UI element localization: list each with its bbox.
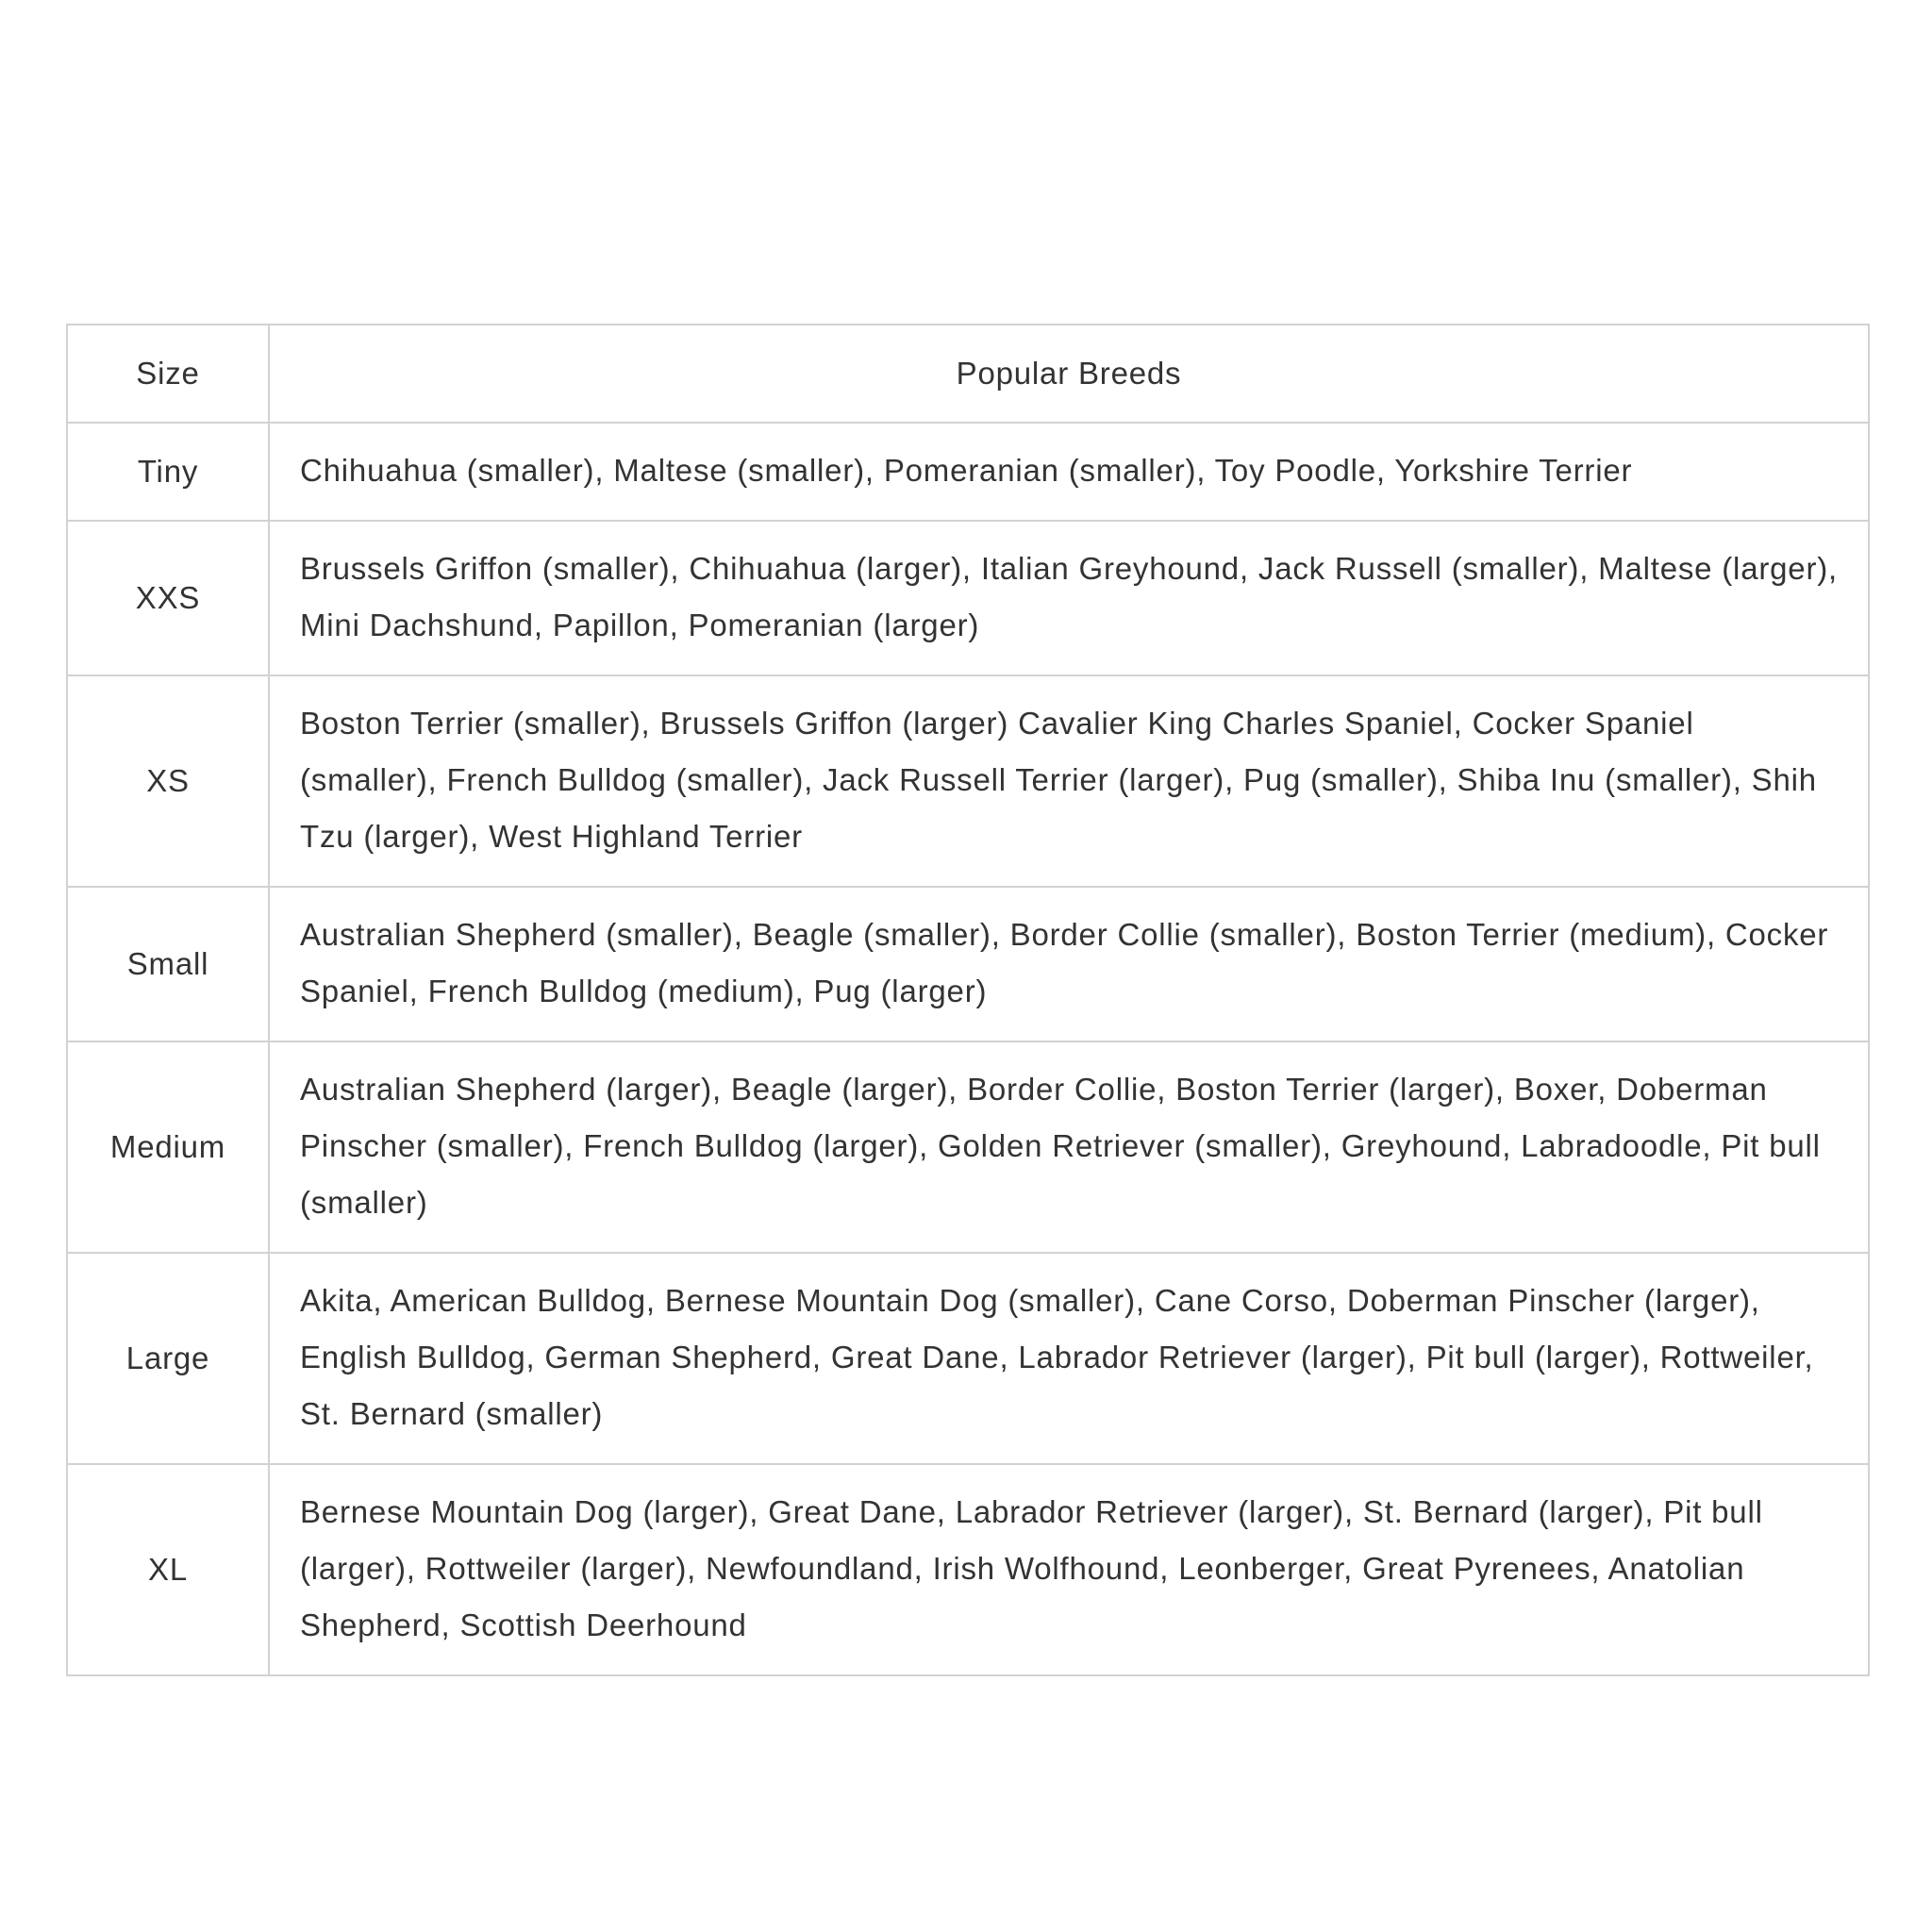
size-cell: Large [67, 1253, 269, 1464]
table-row [67, 675, 1869, 887]
size-cell: XL [67, 1464, 269, 1675]
size-cell: Small [67, 887, 269, 1041]
table-row [67, 521, 1869, 675]
table-row [67, 423, 1869, 521]
table-header-row [67, 325, 1869, 423]
header-popular-breeds: Popular Breeds [269, 325, 1869, 423]
size-cell: XXS [67, 521, 269, 675]
breeds-cell: Brussels Griffon (smaller), Chihuahua (larger), Italian Greyhound, Jack Russell (smaller), Maltese (larger), Mini Dachshund, Papillon, Pomeranian (larger) [269, 521, 1869, 675]
table-row [67, 1041, 1869, 1253]
size-cell: XS [67, 675, 269, 887]
size-cell: Tiny [67, 423, 269, 521]
breeds-cell: Chihuahua (smaller), Maltese (smaller), Pomeranian (smaller), Toy Poodle, Yorkshire Terrier [269, 423, 1869, 521]
table-row [67, 887, 1869, 1041]
dog-size-breeds-table [66, 324, 1870, 1676]
breeds-cell: Bernese Mountain Dog (larger), Great Dane, Labrador Retriever (larger), St. Bernard (larger), Pit bull (larger), Rottweiler (larger), Newfoundland, Irish Wolfhound, Leonberger, Great Pyrenees, Anatolian Shepherd, Scottish Deerhound [269, 1464, 1869, 1675]
breeds-cell: Australian Shepherd (smaller), Beagle (smaller), Border Collie (smaller), Boston Terrier (medium), Cocker Spaniel, French Bulldog (medium), Pug (larger) [269, 887, 1869, 1041]
size-cell: Medium [67, 1041, 269, 1253]
breeds-cell: Australian Shepherd (larger), Beagle (larger), Border Collie, Boston Terrier (larger), Boxer, Doberman Pinscher (smaller), French Bulldog (larger), Golden Retriever (smaller), Greyhound, Labradoodle, Pit bull (smaller) [269, 1041, 1869, 1253]
header-size: Size [67, 325, 269, 423]
breeds-cell: Akita, American Bulldog, Bernese Mountain Dog (smaller), Cane Corso, Doberman Pinscher (larger), English Bulldog, German Shepherd, Great Dane, Labrador Retriever (larger), Pit bull (larger), Rottweiler, St. Bernard (smaller) [269, 1253, 1869, 1464]
table-row [67, 1464, 1869, 1675]
breeds-cell: Boston Terrier (smaller), Brussels Griffon (larger) Cavalier King Charles Spaniel, Cocker Spaniel (smaller), French Bulldog (smaller), Jack Russell Terrier (larger), Pug (smaller), Shiba Inu (smaller), Shih Tzu (larger), West Highland Terrier [269, 675, 1869, 887]
table-row [67, 1253, 1869, 1464]
